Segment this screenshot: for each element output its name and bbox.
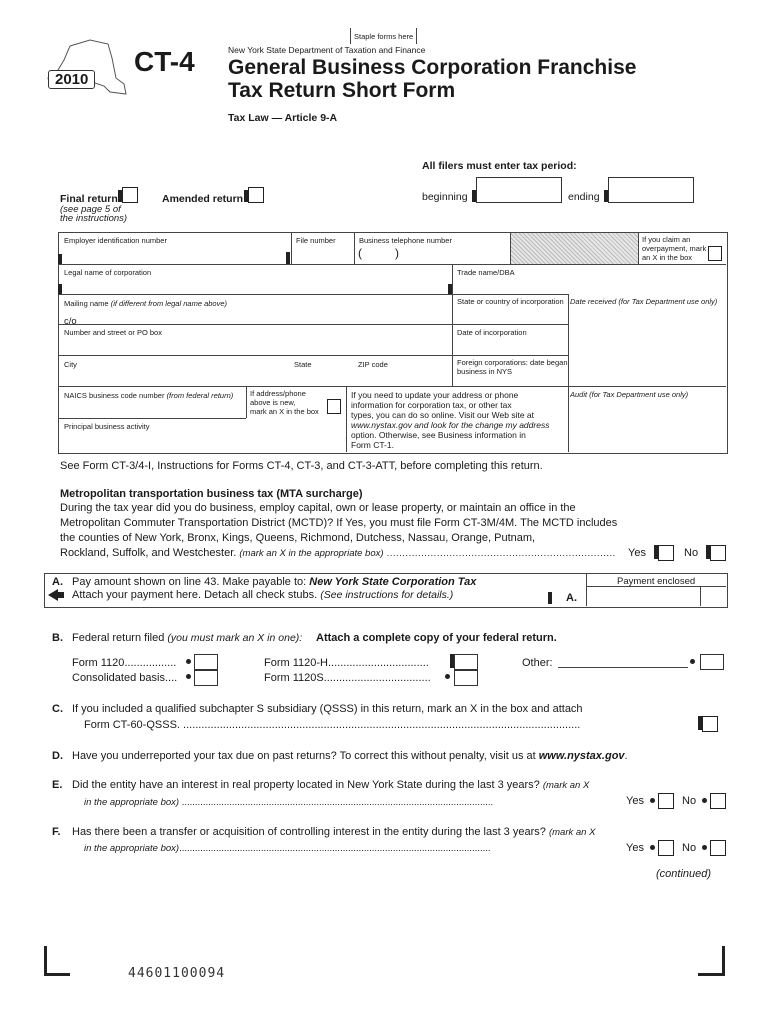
update-note5: option. Otherwise, see Business information in <box>351 430 526 440</box>
overpayment-note3: an X in the box <box>642 253 693 262</box>
final-return-note2: the instructions) <box>60 213 128 224</box>
section-b-note: (you must mark an X in one): <box>167 632 303 644</box>
payment-enclosed-field[interactable] <box>588 588 698 604</box>
section-c-line1: If you included a qualified subchapter S subsidiary (QSSS) in this return, mark an X in the box and attach <box>72 703 583 715</box>
city-label: City <box>64 360 77 369</box>
state-label: State <box>294 360 312 369</box>
form-id: CT-4 <box>134 46 195 77</box>
form-title-line1: General Business Corporation Franchise <box>228 56 637 79</box>
form-1120-label: Form 1120 <box>72 657 125 669</box>
mta-line3: the counties of New York, Bronx, Kings, Queens, Richmond, Dutchess, Nassau, Orange, Putnam, <box>60 532 536 544</box>
phone-paren-open: ( <box>358 246 362 260</box>
period-beginning-field[interactable] <box>476 177 562 203</box>
amended-return-checkbox[interactable] <box>248 187 264 203</box>
ein-label: Employer identification number <box>64 236 167 245</box>
form-1120s-checkbox[interactable] <box>454 670 478 686</box>
mta-no-label: No <box>684 547 699 559</box>
mta-line4-note: (mark an X in the appropriate box) <box>239 548 384 559</box>
section-f-yes-checkbox[interactable] <box>658 840 674 856</box>
period-ending-field[interactable] <box>608 177 694 203</box>
update-note4: www.nystax.gov and look for the change my address <box>351 420 550 430</box>
section-a-line1: Pay amount shown on line 43. Make payable to: <box>72 576 307 588</box>
final-return-checkbox[interactable] <box>122 187 138 203</box>
section-c-line2: Form CT-60-QSSS. <box>84 719 180 731</box>
nystax-link[interactable]: www.nystax.gov <box>538 750 625 762</box>
department-name: New York State Department of Taxation and Finance <box>228 45 426 55</box>
update-note6: Form CT-1. <box>351 440 394 450</box>
section-d-text: Have you underreported your tax due on past returns? To correct this without penalty, visit us at <box>72 750 536 762</box>
consolidated-label: Consolidated basis <box>72 672 165 684</box>
ein-field[interactable] <box>62 246 286 263</box>
other-form-checkbox[interactable] <box>700 654 724 670</box>
section-e-line2: in the appropriate box) <box>84 797 180 808</box>
phone-paren-close: ) <box>395 246 399 260</box>
foreign-corp-label2: business in NYS <box>457 367 513 376</box>
update-note1: If you need to update your address or phone <box>351 390 519 400</box>
beginning-label: beginning <box>422 191 468 203</box>
section-e-yes-label: Yes <box>626 795 644 807</box>
other-label: Other: <box>522 657 553 669</box>
ending-label: ending <box>568 191 600 203</box>
payment-enclosed-label: Payment enclosed <box>617 576 696 587</box>
mailing-name-note: (if different from legal name above) <box>110 299 228 308</box>
arrow-left-icon <box>48 589 64 601</box>
section-e-no-checkbox[interactable] <box>710 793 726 809</box>
legal-name-label: Legal name of corporation <box>64 268 152 277</box>
section-f-no-label: No <box>682 842 697 854</box>
section-a-line2: Attach your payment here. Detach all check stubs. <box>72 589 318 601</box>
section-d-letter: D. <box>52 750 63 762</box>
foreign-corp-label1: Foreign corporations: date began <box>457 358 568 367</box>
section-c-letter: C. <box>52 703 63 715</box>
street-label: Number and street or PO box <box>64 328 162 337</box>
update-note2: information for corporation tax, or other tax <box>351 400 512 410</box>
state-incorporation-label: State or country of incorporation <box>457 297 564 306</box>
crop-mark-left <box>44 946 47 976</box>
section-a-letter: A. <box>52 576 63 588</box>
mta-no-checkbox[interactable] <box>710 545 726 561</box>
section-b-attach: Attach a complete copy of your federal return. <box>316 632 557 644</box>
section-e-line1: Did the entity have an interest in real property located in New York State during the last 3 years? <box>72 779 540 791</box>
update-note3: types, you can do so online. Visit our Web site at <box>351 410 535 420</box>
tax-law: Tax Law — Article 9-A <box>228 112 338 124</box>
final-return-note1: (see page 5 of <box>60 204 121 215</box>
staple-note: Staple forms here <box>354 32 414 41</box>
date-received-label: Date received (for Tax Department use only) <box>570 297 718 306</box>
mta-line2: Metropolitan Commuter Transportation District (MCTD)? If Yes, you must file Form CT-3M/4M. The MCTD includes <box>60 517 618 529</box>
form-title-line2: Tax Return Short Form <box>228 79 456 102</box>
section-a-payee: New York State Corporation Tax <box>309 576 477 588</box>
section-f-line2: in the appropriate box) <box>84 843 180 854</box>
audit-label: Audit (for Tax Department use only) <box>570 390 689 399</box>
mta-yes-checkbox[interactable] <box>658 545 674 561</box>
form-year: 2010 <box>48 70 95 89</box>
zip-label: ZIP code <box>358 360 388 369</box>
mailing-name-label: Mailing name <box>64 299 109 308</box>
section-e-letter: E. <box>52 779 63 791</box>
naics-note: (from federal return) <box>166 391 234 400</box>
section-e-note: (mark an X <box>542 780 590 791</box>
barcode-number: 44601100094 <box>128 966 226 981</box>
section-a-line2-note: (See instructions for details.) <box>320 589 454 601</box>
form-1120h-checkbox[interactable] <box>454 654 478 670</box>
qsss-checkbox[interactable] <box>702 716 718 732</box>
final-return-label: Final return <box>60 193 118 205</box>
section-f-yes-label: Yes <box>626 842 644 854</box>
section-b-label: Federal return filed <box>72 632 165 644</box>
amended-return-label: Amended return <box>162 193 244 205</box>
form-1120s-label: Form 1120S <box>264 672 324 684</box>
address-change-note2: above is new, <box>250 398 296 407</box>
mta-heading: Metropolitan transportation business tax (MTA surcharge) <box>60 488 363 500</box>
overpayment-note1: If you claim an <box>642 235 691 244</box>
mta-line4: Rockland, Suffolk, and Westchester. <box>60 547 237 559</box>
care-of-label: c/o <box>64 316 77 327</box>
file-number-label: File number <box>296 236 336 245</box>
address-change-note3: mark an X in the box <box>250 407 319 416</box>
other-form-field[interactable] <box>558 653 688 667</box>
continued-note: (continued) <box>656 868 712 880</box>
mta-line1: During the tax year did you do business, employ capital, own or lease property, or maintain an office in the <box>60 502 576 514</box>
crop-mark-right <box>722 946 725 976</box>
phone-field[interactable] <box>404 246 508 262</box>
overpayment-checkbox[interactable] <box>708 246 722 261</box>
trade-name-label: Trade name/DBA <box>457 268 515 277</box>
address-change-checkbox[interactable] <box>327 399 341 414</box>
form-1120-checkbox[interactable] <box>194 654 218 670</box>
see-form-note: See Form CT-3/4-I, Instructions for Forms CT-4, CT-3, and CT-3-ATT, before completing this return. <box>60 460 543 472</box>
mta-yes-label: Yes <box>628 547 646 559</box>
form-1120h-label: Form 1120-H <box>264 657 328 669</box>
tax-period-label: All filers must enter tax period: <box>422 160 577 172</box>
section-a-box-letter: A. <box>566 592 577 604</box>
overpayment-note2: overpayment, mark <box>642 244 707 253</box>
section-f-no-checkbox[interactable] <box>710 840 726 856</box>
section-e-yes-checkbox[interactable] <box>658 793 674 809</box>
section-f-note: (mark an X <box>548 827 596 838</box>
date-incorporation-label: Date of incorporation <box>457 328 527 337</box>
section-e-no-label: No <box>682 795 697 807</box>
section-f-letter: F. <box>52 826 61 838</box>
principal-activity-label: Principal business activity <box>64 422 150 431</box>
section-b-letter: B. <box>52 632 63 644</box>
address-change-note1: If address/phone <box>250 389 306 398</box>
consolidated-checkbox[interactable] <box>194 670 218 686</box>
phone-label: Business telephone number <box>359 236 452 245</box>
section-f-line1: Has there been a transfer or acquisition of controlling interest in the entity during the last 3 years? <box>72 826 546 838</box>
naics-label: NAICS business code number <box>64 391 165 400</box>
